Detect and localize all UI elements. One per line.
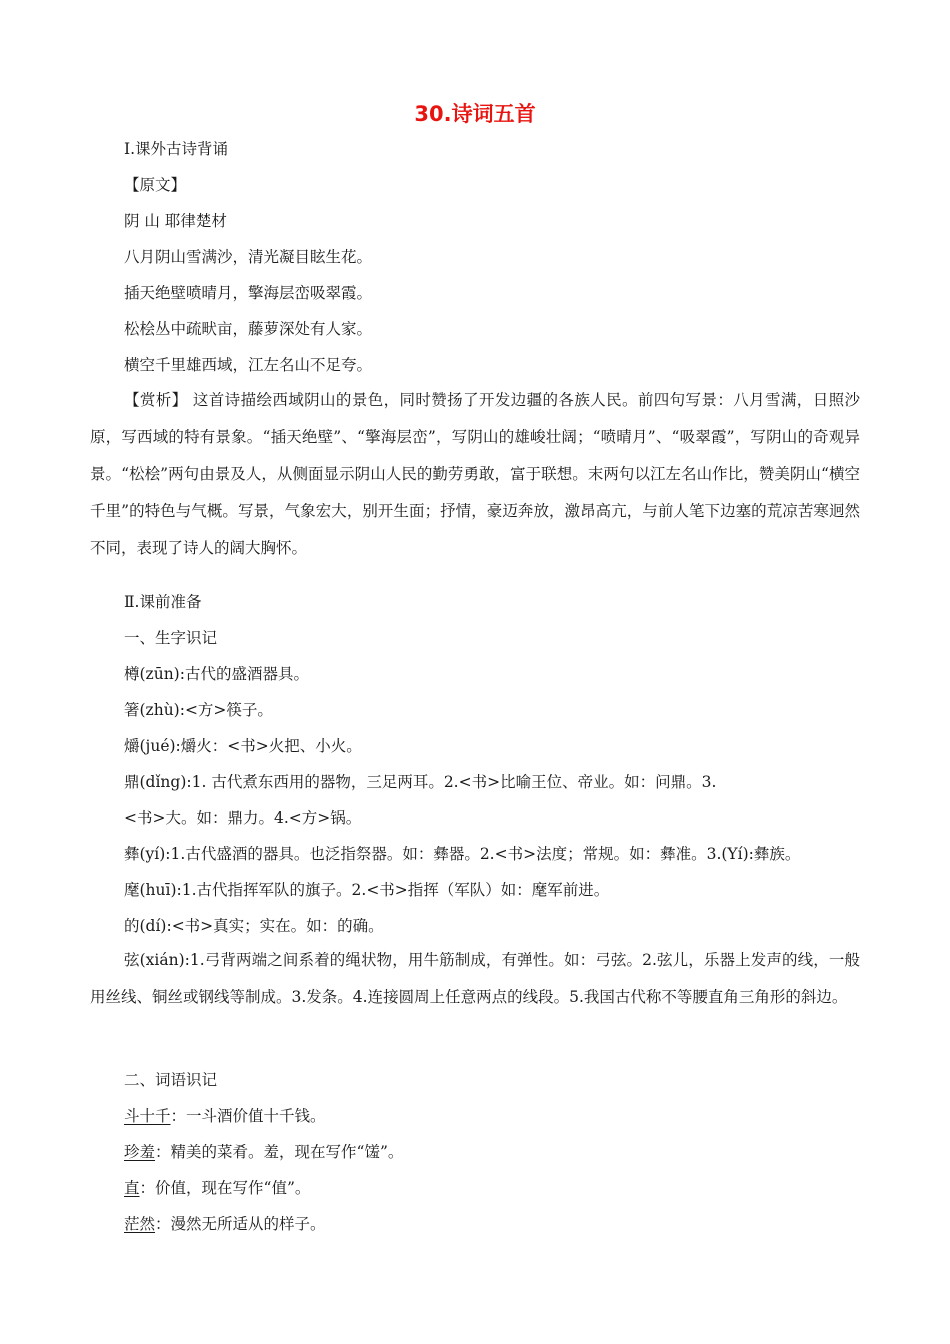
subsection-characters: 一、生字识记 (124, 629, 218, 647)
word-definition: ：价值，现在写作“值”。 (139, 1179, 311, 1197)
char-entry-yi: 彝(yí):1.古代盛酒的器具。也泛指祭器。如：彝器。2.<书>法度；常规。如：彝准。3.(Yí):彝族。 (124, 845, 801, 863)
char-entry-jue: 爝(jué):爝火：<书>火把、小火。 (124, 737, 362, 755)
section-heading-extracurricular: Ⅰ.课外古诗背诵 (124, 140, 229, 158)
appreciation-text: 这首诗描绘西域阴山的景色，同时赞扬了开发边疆的各族人民。前四句写景：八月雪满，日照沙原，写西域的特有景象。“插天绝壁”、“擎海层峦”，写阴山的雄峻壮阔；“喷晴月”、“吸翠霞”，写阴山的奇观异景。“松桧”两句由景及人，从侧面显示阴山人民的勤劳勇敢，富于联想。末两句以江左名山作比，赞美阴山“横空千里”的特色与气概。写景，气象宏大，别开生面；抒情，豪迈奔放，激昂高亢，与前人笔下边塞的荒凉苦寒迥然不同，表现了诗人的阔大胸怀。 (90, 391, 860, 557)
poem-line-4: 横空千里雄西域，江左名山不足夸。 (124, 356, 373, 374)
word-entry (124, 1177, 310, 1199)
word-entry (124, 1105, 326, 1127)
word-entry (124, 1141, 403, 1163)
char-entry-hui: 麾(huī):1.古代指挥军队的旗子。2.<书>指挥（军队）如：麾军前进。 (124, 881, 610, 899)
page-title: 30.诗词五首 (414, 102, 536, 126)
char-entry-ding-line-1: 鼎(dǐng):1. 古代煮东西用的器物，三足两耳。2.<书>比喻王位、帝业。如：问鼎。3. (124, 773, 717, 791)
appreciation-paragraph (90, 382, 860, 567)
section-heading-preparation: Ⅱ.课前准备 (124, 593, 202, 611)
word-term: 茫然 (124, 1215, 156, 1233)
word-definition: ：一斗酒价值十千钱。 (170, 1107, 326, 1125)
word-entry (124, 1213, 326, 1235)
word-definition: ：精美的菜肴。羞，现在写作“馐”。 (155, 1143, 404, 1161)
word-term: 斗十千 (124, 1107, 171, 1125)
subsection-words: 二、词语识记 (124, 1071, 218, 1089)
poem-heading: 阴 山 耶律楚材 (124, 212, 227, 230)
appreciation-label: 【赏析】 (124, 391, 188, 409)
word-definition: ：漫然无所适从的样子。 (155, 1215, 326, 1233)
word-term: 珍羞 (124, 1143, 156, 1161)
original-text-label: 【原文】 (124, 176, 187, 194)
word-term: 直 (124, 1179, 140, 1197)
char-entry-ding-line-2: <书>大。如：鼎力。4.<方>锅。 (124, 809, 362, 827)
char-entry-di: 的(dí):<书>真实；实在。如：的确。 (124, 917, 384, 935)
poem-line-1: 八月阴山雪满沙，清光凝目眩生花。 (124, 248, 373, 266)
poem-line-2: 插天绝壁喷晴月，擎海层峦吸翠霞。 (124, 284, 373, 302)
poem-line-3: 松桧丛中疏畎亩，藤萝深处有人家。 (124, 320, 373, 338)
char-entry-zhu: 箸(zhù):<方>筷子。 (124, 701, 273, 719)
char-entry-zun: 樽(zūn):古代的盛酒器具。 (124, 665, 309, 683)
char-entry-xian: 弦(xián):1.弓背两端之间系着的绳状物，用牛筋制成，有弹性。如：弓弦。2.弦儿，乐器上发声的线，一般用丝线、铜丝或钢线等制成。3.发条。4.连接圆周上任意两点的线段。5.我国古代称不等腰直角三角形的斜边。 (90, 951, 860, 1006)
